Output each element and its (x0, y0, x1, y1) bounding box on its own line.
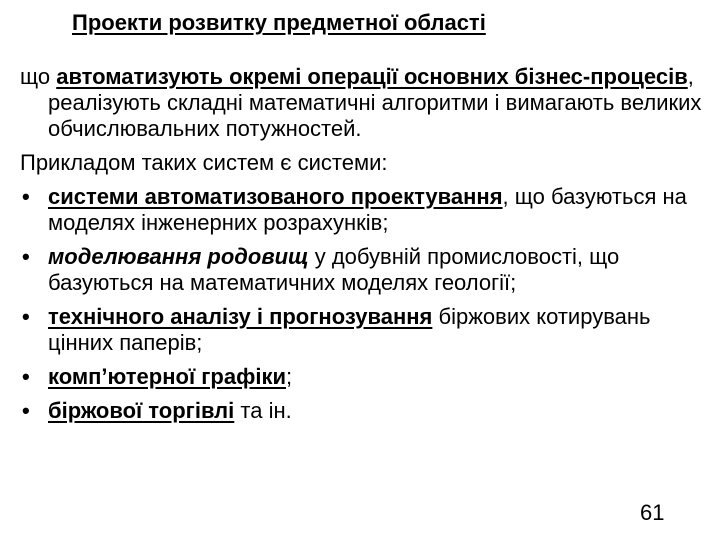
list-item (20, 184, 710, 236)
list-item (20, 364, 710, 390)
page-number: 61 (640, 500, 665, 525)
bullet-term: технічного аналізу і прогнозування (48, 304, 433, 329)
bullet-icon: • (22, 184, 30, 209)
intro-paragraph (20, 64, 710, 142)
bullet-text: біржових котирувань цінних паперів; (48, 304, 651, 355)
bullet-term: моделювання родовищ (48, 244, 309, 269)
intro-bold-term: автоматизують окремі операції основних бізнес-процесів (56, 64, 688, 89)
examples-heading: Прикладом таких систем є системи: (20, 150, 388, 175)
bullet-icon: • (22, 364, 30, 389)
bullet-term: біржової торгівлі (48, 398, 235, 423)
bullet-term: комп’ютерної графіки (48, 364, 286, 389)
bullet-text: , що базуються на моделях інженерних розрахунків; (48, 184, 687, 235)
list-item (20, 304, 710, 356)
bullet-icon: • (22, 398, 30, 423)
intro-rest: , реалізують складні математичні алгоритми і вимагають великих обчислювальних потужностей. (48, 64, 702, 141)
bullet-icon: • (22, 304, 30, 329)
list-item (20, 398, 710, 424)
bullet-text: ; (286, 364, 293, 389)
bullet-term: системи автоматизованого проектування (48, 184, 503, 209)
bullet-icon: • (22, 244, 30, 269)
bullet-text: у добувній промисловості, що базуються на математичних моделях геології; (48, 244, 620, 295)
intro-lead: що (20, 64, 57, 89)
bullet-text: та ін. (234, 398, 292, 423)
bullet-list (20, 184, 710, 424)
slide-body (20, 64, 710, 432)
slide-title: Проекти розвитку предметної області (72, 10, 486, 35)
list-item (20, 244, 710, 296)
